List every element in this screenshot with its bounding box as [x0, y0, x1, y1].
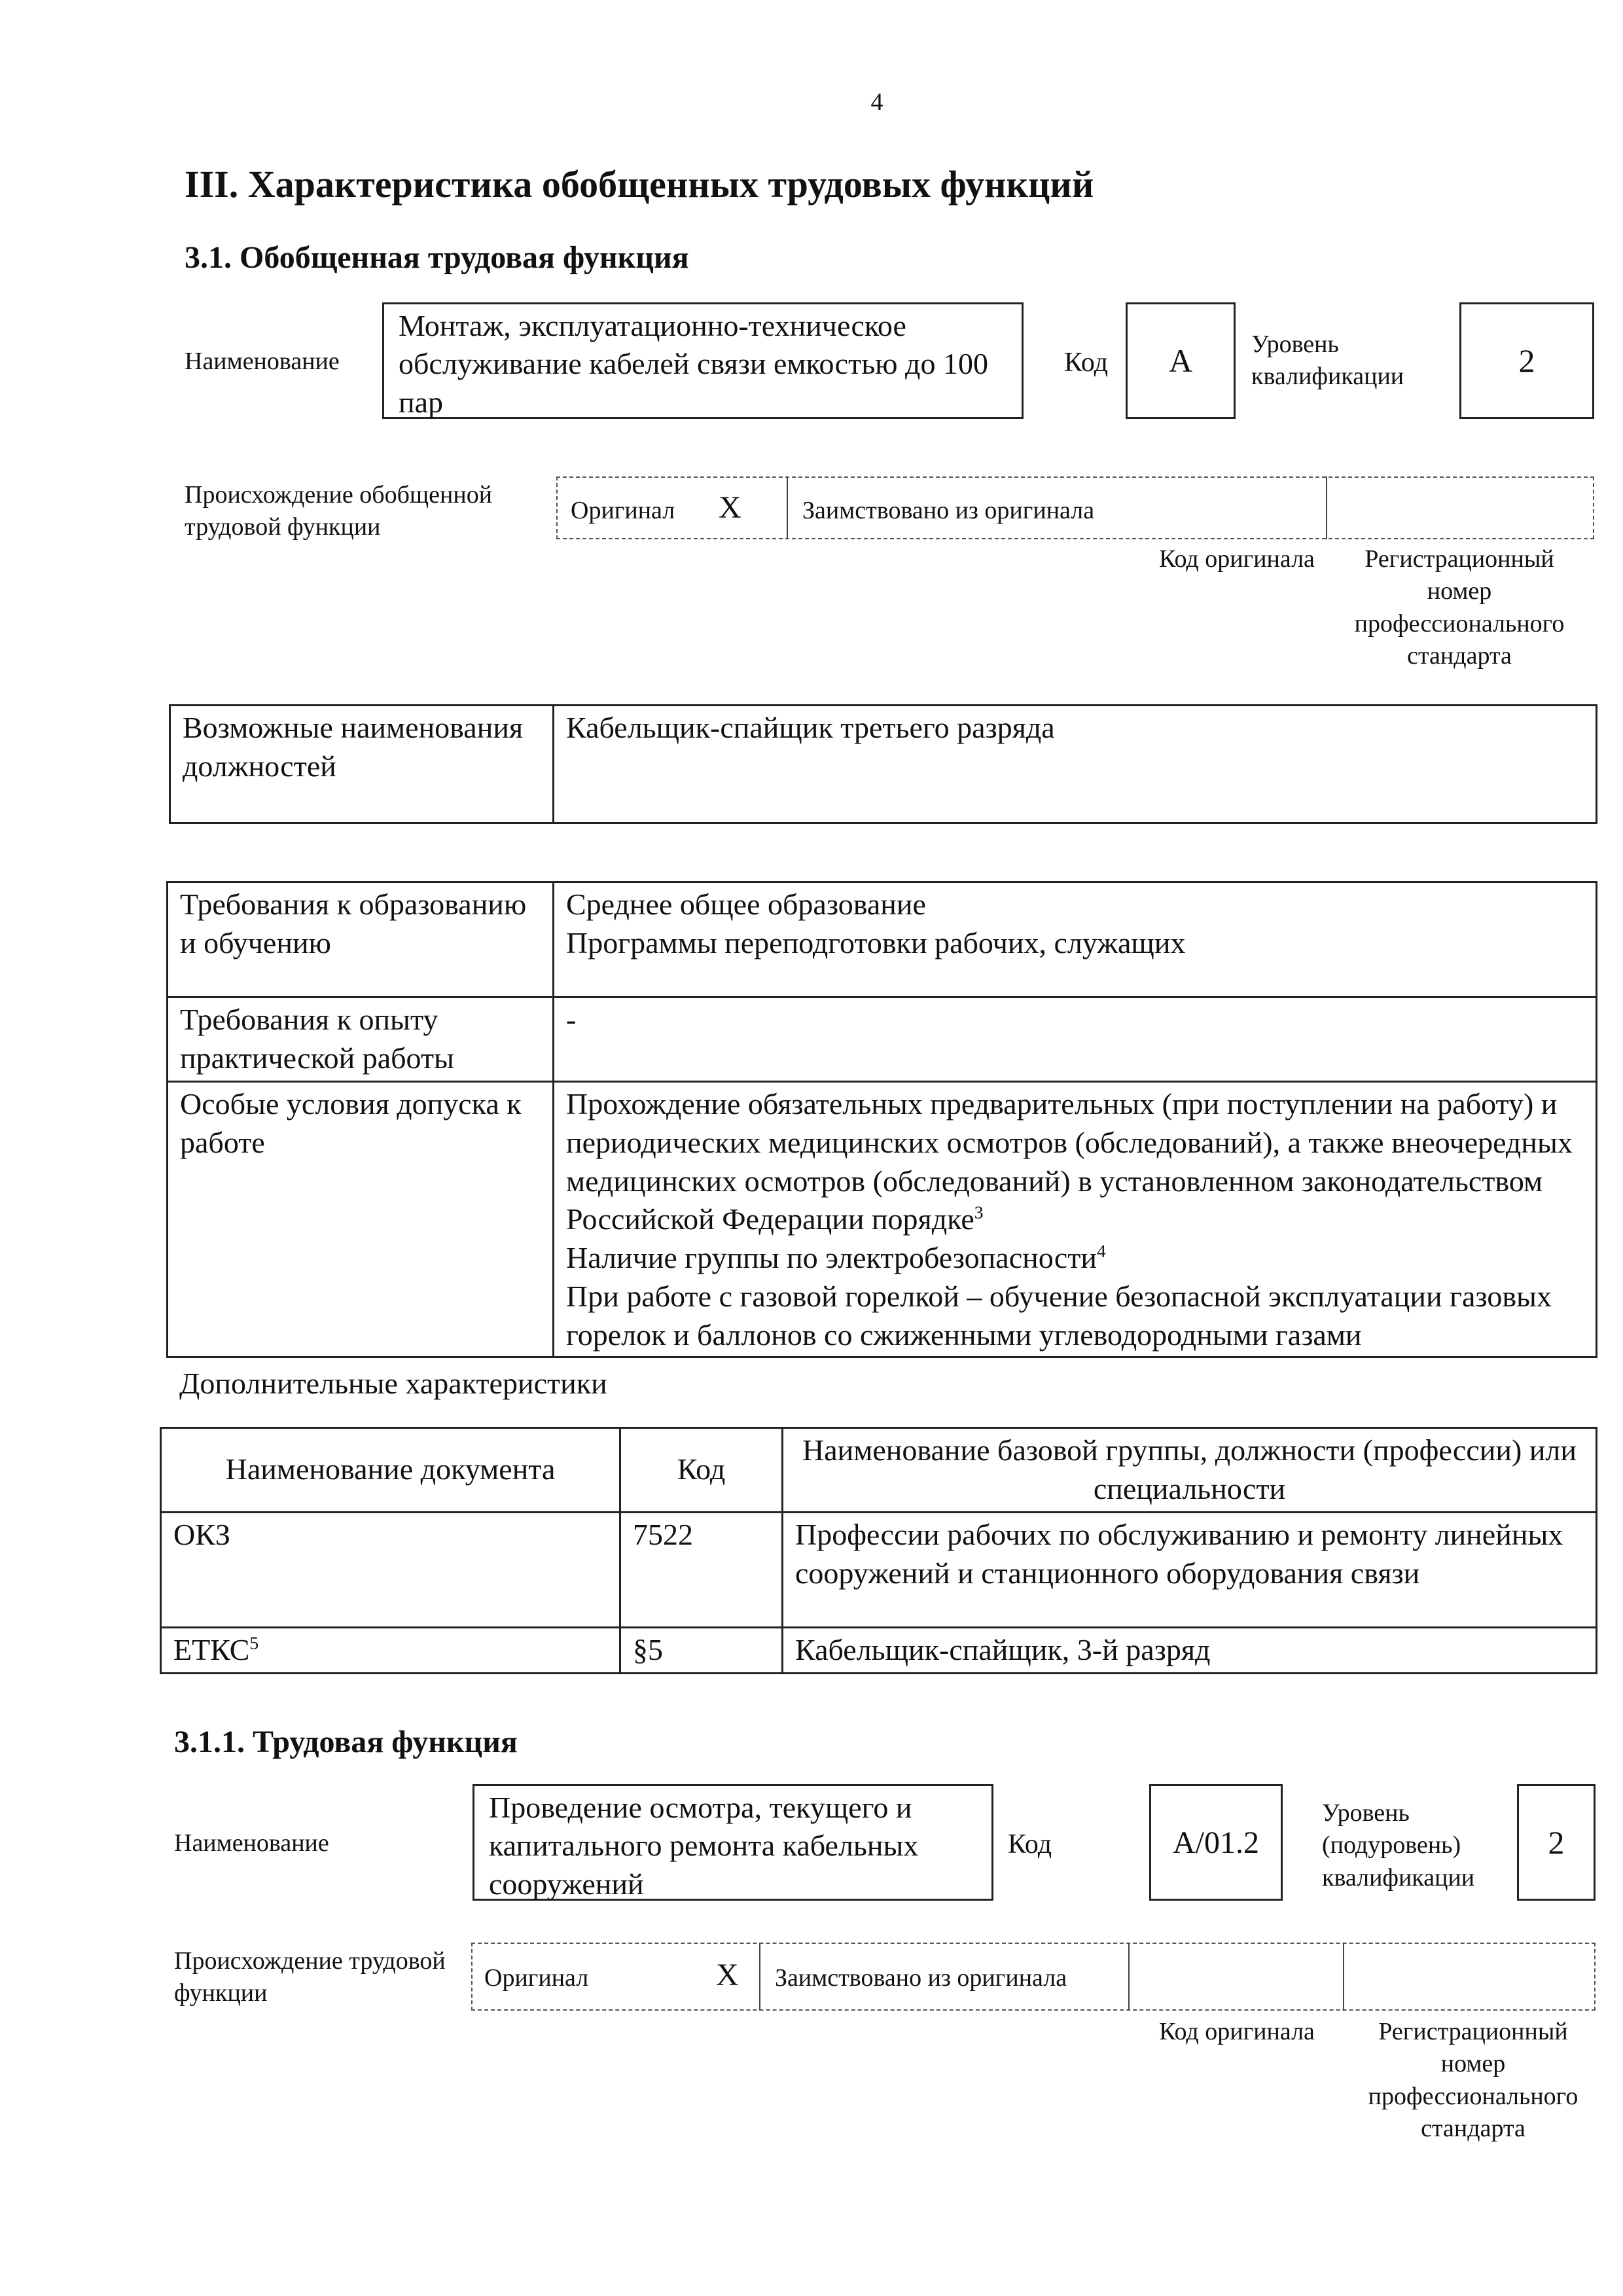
gtf-borrowed-label: Заимствовано из оригинала	[802, 497, 1095, 524]
tf-level-value: 2	[1517, 1784, 1596, 1901]
page-number: 4	[870, 88, 883, 116]
cond-line-2: Наличие группы по электробезопасности$^4$	[566, 1240, 1106, 1275]
tf-origin-label: Происхождение трудовой функции	[174, 1947, 446, 2007]
etks-code: §5	[620, 1627, 783, 1673]
section-title: III. Характеристика обобщенных трудовых функций	[185, 163, 1094, 206]
gtf-reg-number-caption: Регистрационный номер профессионального стандарта	[1354, 545, 1565, 670]
okz-doc: ОКЗ	[161, 1512, 620, 1627]
tf-code-value: A/01.2	[1149, 1784, 1283, 1901]
edu-line-1: Среднее общее образование	[566, 888, 926, 921]
col-doc: Наименование документа	[161, 1428, 620, 1513]
tf-original-mark: Х	[716, 1958, 739, 1992]
divider	[759, 1943, 760, 2011]
tf-borrowed-label: Заимствовано из оригинала	[775, 1964, 1067, 1992]
gtf-original-label: Оригинал	[571, 497, 675, 524]
etks-name: Кабельщик-спайщик, 3-й разряд	[783, 1627, 1597, 1673]
extra-heading: Дополнительные характеристики	[179, 1367, 607, 1400]
tf-code-label: Код	[1008, 1829, 1052, 1859]
tf-original-label: Оригинал	[484, 1964, 589, 1992]
col-code: Код	[620, 1428, 783, 1513]
tf-name-label: Наименование	[174, 1829, 329, 1857]
requirements-table	[166, 881, 1597, 1358]
gtf-original-mark: Х	[719, 490, 741, 525]
cond-line-1: Прохождение обязательных предварительных (при поступлении на работу) и периодических медицинских осмотров (обследований), а также внеочередных медицинских осмотров (обследований) в установленном законодательством Российской Федерации порядке$^3$	[566, 1086, 1573, 1236]
tf-name-value: Проведение осмотра, текущего и капитального ремонта кабельных сооружений	[473, 1784, 993, 1901]
divider	[1343, 1943, 1344, 2011]
gtf-heading: 3.1. Обобщенная трудовая функция	[185, 240, 689, 275]
gtf-code-label: Код	[1064, 348, 1109, 378]
divider	[1326, 476, 1327, 539]
divider	[1128, 1943, 1130, 2011]
gtf-name-value: Монтаж, эксплуатационно-техническое обслуживание кабелей связи емкостью до 100 пар	[382, 302, 1024, 419]
okz-name: Профессии рабочих по обслуживанию и ремонту линейных сооружений и станционного оборудования связи	[783, 1512, 1597, 1627]
divider	[787, 476, 788, 539]
gtf-code-original-caption: Код оригинала	[1159, 545, 1315, 573]
edu-label: Требования к образованию и обучению	[168, 882, 554, 997]
col-name: Наименование базовой группы, должности (профессии) или специальности	[783, 1428, 1597, 1513]
gtf-code-value: А	[1126, 302, 1236, 419]
edu-line-2: Программы переподготовки рабочих, служащих	[566, 925, 1186, 960]
positions-table	[169, 704, 1597, 824]
exp-value: -	[554, 997, 1597, 1082]
tf-reg-number-caption: Регистрационный номер профессионального стандарта	[1368, 2018, 1578, 2143]
tf-heading: 3.1.1. Трудовая функция	[174, 1725, 518, 1759]
exp-label: Требования к опыту практической работы	[168, 997, 554, 1082]
footnote-ref: 4	[1097, 1240, 1106, 1261]
footnote-ref: 3	[974, 1202, 984, 1223]
cond-line-3: При работе с газовой горелкой – обучение безопасной эксплуатации газовых горелок и баллонов со сжиженными углеводородными газами	[566, 1280, 1552, 1352]
cond-label: Особые условия допуска к работе	[168, 1081, 554, 1357]
gtf-level-value: 2	[1459, 302, 1594, 419]
okz-code: 7522	[620, 1512, 783, 1627]
tf-level-label: Уровень (подуровень) квалификации	[1322, 1799, 1475, 1892]
extra-table	[160, 1427, 1597, 1674]
footnote-ref: 5	[249, 1632, 259, 1653]
gtf-origin-label: Происхождение обобщенной трудовой функции	[185, 481, 493, 541]
etks-doc: ЕТКС$^5$	[161, 1627, 620, 1673]
gtf-level-label: Уровень квалификации	[1251, 331, 1404, 391]
positions-value: Кабельщик-спайщик третьего разряда	[554, 706, 1597, 823]
positions-label: Возможные наименования должностей	[170, 706, 554, 823]
tf-code-original-caption: Код оригинала	[1159, 2018, 1315, 2045]
gtf-name-label: Наименование	[185, 348, 340, 375]
